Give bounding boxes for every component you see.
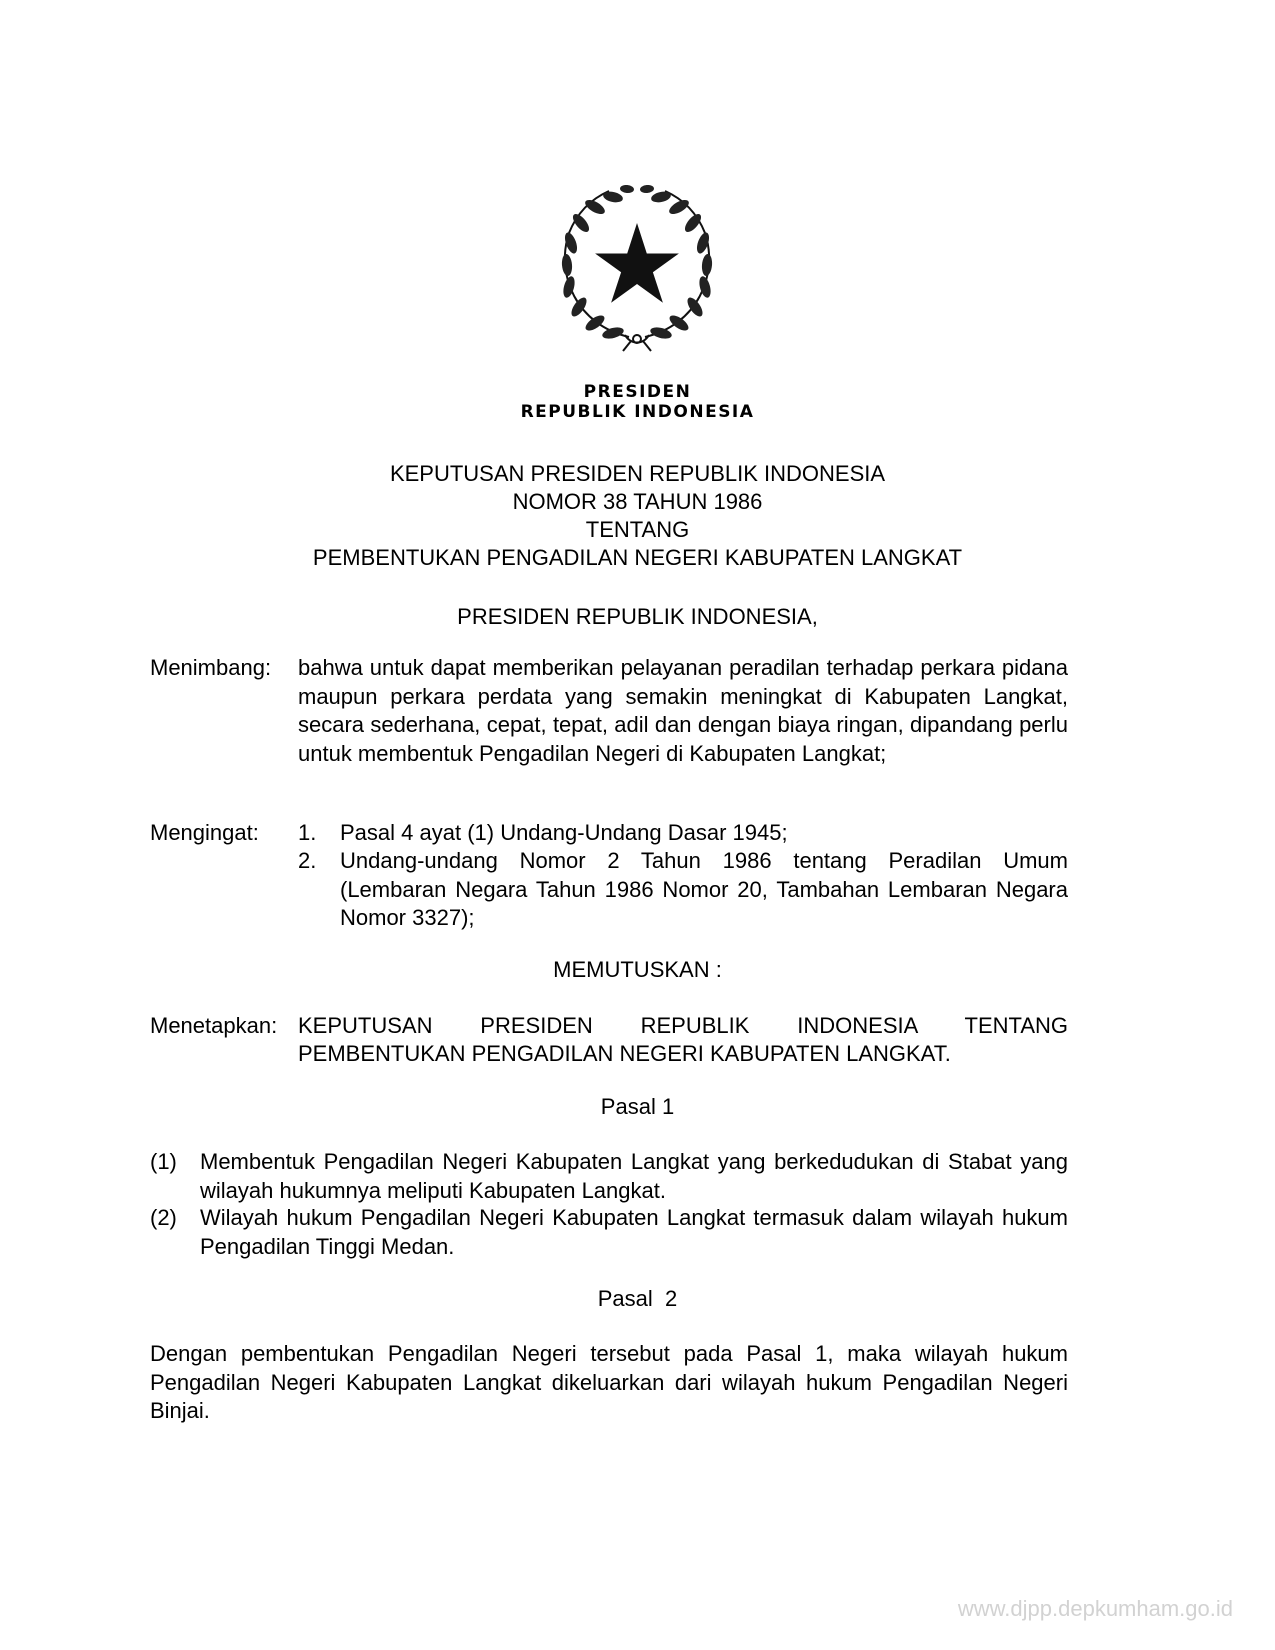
pasal-1-item-2-number: (2) — [150, 1205, 177, 1230]
watermark-url: www.djpp.depkumham.go.id — [957, 1596, 1233, 1621]
mengingat-item-2-number: 2. — [298, 848, 317, 873]
memutuskan-heading: MEMUTUSKAN : — [553, 957, 722, 982]
menimbang-text: bahwa untuk dapat memberikan pelayanan peradilan terhadap perkara pidana maupun perkara perdata yang semakin meningkat di Kabupaten Langkat, secara sederhana, cepat, tepat, adil dan dengan biaya ringan, dipandang perlu untuk membentuk Pengadilan Negeri di Kabupaten Langkat; — [298, 655, 1068, 766]
preamble-heading: PRESIDEN REPUBLIK INDONESIA, — [457, 604, 818, 629]
decree-number: NOMOR 38 TAHUN 1986 — [512, 489, 763, 514]
office-title-republic: REPUBLIK INDONESIA — [520, 402, 755, 422]
pasal-1-item-1-text: Membentuk Pengadilan Negeri Kabupaten Langkat yang berkedudukan di Stabat yang wilayah hukumnya meliputi Kabupaten Langkat. — [200, 1149, 1068, 1203]
pasal-2-heading: Pasal 2 — [597, 1286, 678, 1311]
office-title-president: PRESIDEN — [583, 382, 692, 402]
decree-subject: PEMBENTUKAN PENGADILAN NEGERI KABUPATEN LANGKAT — [312, 545, 963, 570]
mengingat-item-1-number: 1. — [298, 820, 317, 845]
menimbang-label: Menimbang: — [150, 655, 272, 680]
garuda-wreath-star-icon — [547, 185, 727, 355]
mengingat-label: Mengingat: — [150, 820, 259, 845]
mengingat-item-1-text: Pasal 4 ayat (1) Undang-Undang Dasar 1945; — [340, 820, 788, 845]
decree-about-label: TENTANG — [585, 517, 690, 542]
decree-title: KEPUTUSAN PRESIDEN REPUBLIK INDONESIA — [389, 461, 886, 486]
pasal-1-heading: Pasal 1 — [600, 1094, 675, 1119]
menetapkan-label: Menetapkan: — [150, 1013, 278, 1038]
menetapkan-line-1: KEPUTUSAN PRESIDEN REPUBLIK INDONESIA TENTANG — [298, 1013, 1068, 1038]
pasal-2-text: Dengan pembentukan Pengadilan Negeri tersebut pada Pasal 1, maka wilayah hukum Pengadilan Negeri Kabupaten Langkat dikeluarkan dari wilayah hukum Pengadilan Negeri Binjai. — [150, 1341, 1068, 1423]
menetapkan-line-2: PEMBENTUKAN PENGADILAN NEGERI KABUPATEN LANGKAT. — [298, 1041, 951, 1066]
mengingat-item-2-text: Undang-undang Nomor 2 Tahun 1986 tentang Peradilan Umum (Lembaran Negara Tahun 1986 Nomor 20, Tambahan Lembaran Negara Nomor 3327); — [340, 848, 1068, 930]
pasal-1-item-1-number: (1) — [150, 1149, 177, 1174]
pasal-1-item-2-text: Wilayah hukum Pengadilan Negeri Kabupaten Langkat termasuk dalam wilayah hukum Pengadilan Tinggi Medan. — [200, 1205, 1068, 1259]
